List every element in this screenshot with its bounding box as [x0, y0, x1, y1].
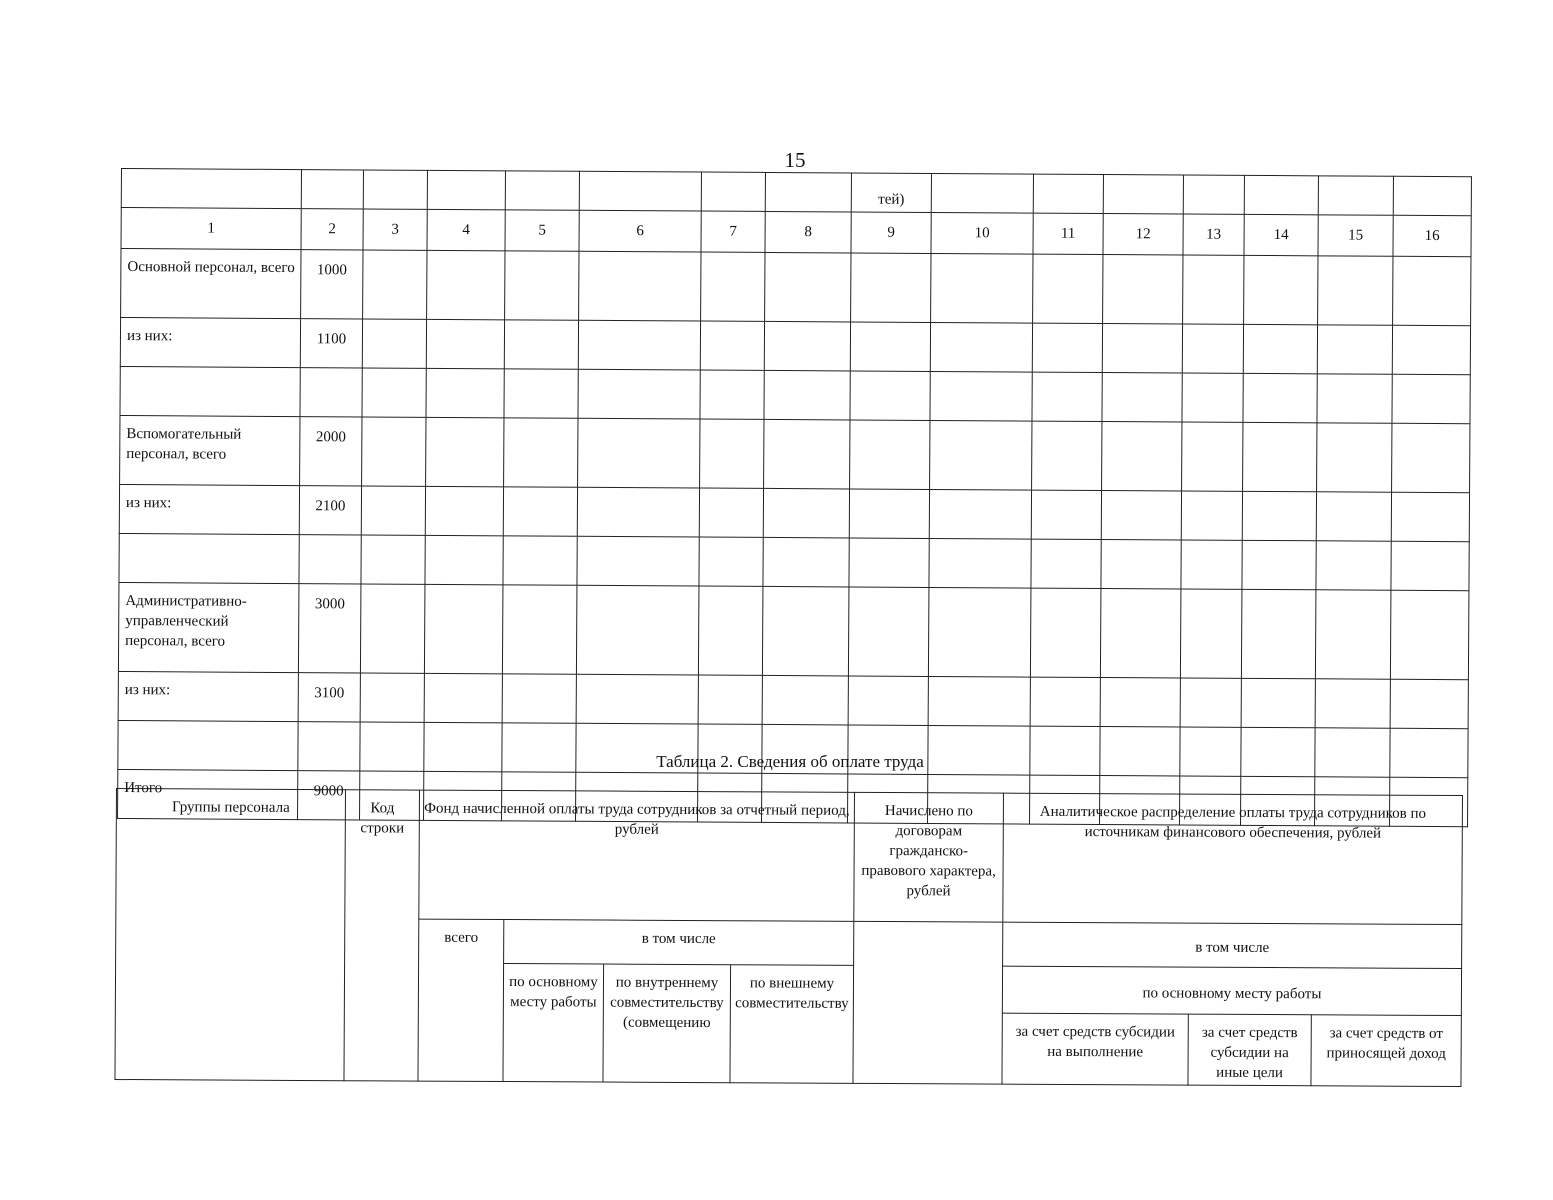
empty-cell: [850, 371, 930, 420]
row-label: из них:: [118, 671, 298, 721]
empty-cell: [504, 320, 578, 369]
empty-cell: [1182, 422, 1243, 491]
empty-cell: [425, 486, 503, 535]
row-code: 2000: [300, 417, 362, 486]
empty-cell: [1316, 541, 1391, 590]
empty-cell: [1392, 325, 1470, 374]
header-cell: [1033, 174, 1103, 213]
empty-cell: [849, 489, 929, 538]
row-label: Основной персонал, всего: [121, 249, 301, 319]
empty-cell: [362, 417, 426, 486]
empty-cell: [1180, 727, 1241, 776]
column-number: 10: [931, 212, 1033, 254]
empty-cell: [850, 420, 930, 489]
table-row: [120, 318, 1470, 375]
page-number: 15: [784, 148, 806, 172]
row-code: [298, 722, 360, 771]
column-number: 2: [301, 209, 363, 250]
header-cell: [301, 170, 363, 209]
empty-cell: [1392, 423, 1470, 492]
empty-cell: [360, 722, 424, 771]
empty-cell: [698, 675, 762, 724]
header-cell: [1103, 175, 1183, 214]
table-payroll-info: [114, 788, 1463, 1087]
header-analytical: Аналитическое распределение оплаты труда сотрудников по источникам финансового обеспечения, рублей: [1003, 793, 1463, 924]
empty-cell: [700, 321, 764, 370]
empty-cell: [928, 676, 1030, 726]
empty-cell: [698, 586, 763, 675]
empty-cell: [578, 418, 700, 488]
empty-cell: [849, 538, 929, 587]
empty-cell: [1315, 679, 1390, 728]
empty-cell: [1242, 491, 1316, 540]
empty-cell: [1182, 324, 1243, 373]
column-number: 7: [701, 211, 765, 252]
column-number: 8: [765, 211, 851, 253]
empty-cell: [576, 674, 698, 724]
empty-cell: [363, 250, 427, 319]
row-code: 1000: [301, 250, 363, 319]
table-row: [118, 582, 1469, 679]
header-including-analytical: в том числе: [1003, 922, 1462, 968]
header-cell: [931, 173, 1033, 213]
empty-cell: [1100, 677, 1180, 726]
empty-cell: [1390, 590, 1469, 679]
empty-cell: [425, 535, 503, 584]
empty-cell: [360, 584, 425, 673]
empty-cell: [1317, 325, 1392, 374]
empty-cell: [1183, 255, 1244, 324]
empty-cell: [1315, 728, 1390, 777]
column-number: 13: [1183, 214, 1244, 255]
column-number: 12: [1103, 214, 1183, 255]
empty-cell: [1317, 374, 1392, 423]
empty-cell: [763, 537, 849, 587]
header-cell: тей): [851, 173, 931, 212]
empty-cell: [362, 368, 426, 417]
empty-cell: [930, 420, 1032, 490]
empty-cell: [850, 322, 930, 371]
table-row: [118, 671, 1468, 728]
header-subsidy-other: за счет средств субсидии на иные цели: [1188, 1014, 1311, 1086]
row-label: Административно-управленческий персонал, всего: [118, 582, 299, 672]
empty-cell: [1100, 726, 1180, 775]
empty-cell: [502, 674, 576, 723]
header-cell: [1393, 176, 1471, 215]
empty-cell: [426, 417, 504, 486]
empty-cell: [424, 722, 502, 771]
row-label: Вспомогательный персонал, всего: [120, 415, 300, 485]
row-label: Итого: [118, 769, 298, 819]
empty-cell: [505, 251, 579, 320]
table-row: [120, 415, 1470, 492]
row-code: [299, 535, 361, 584]
empty-cell: [851, 253, 931, 322]
empty-cell: [1241, 727, 1315, 776]
empty-cell: [930, 371, 1032, 421]
empty-cell: [1392, 374, 1470, 423]
empty-cell: [1180, 589, 1242, 678]
empty-cell: [1244, 255, 1318, 324]
empty-cell: [424, 584, 503, 673]
empty-cell: [1031, 490, 1101, 539]
empty-cell: [848, 587, 929, 676]
empty-cell: [762, 586, 849, 676]
empty-cell: [577, 536, 699, 586]
header-groups: Группы персонала: [115, 789, 346, 1081]
empty-cell: [1316, 492, 1391, 541]
empty-cell: [1241, 589, 1316, 678]
header-cell: [701, 172, 765, 211]
empty-cell: [1391, 492, 1469, 541]
header-total: всего: [418, 919, 504, 1081]
empty-cell: [930, 322, 1032, 372]
header-main-job: по основному месту работы: [503, 963, 604, 1082]
empty-cell: [1030, 588, 1101, 677]
row-label: из них:: [119, 484, 299, 534]
empty-cell: [504, 418, 578, 487]
table-staff-continued: [117, 168, 1472, 827]
empty-cell: [577, 487, 699, 537]
empty-cell: [502, 585, 577, 674]
empty-cell: [1030, 726, 1100, 775]
row-code: 2100: [299, 486, 361, 535]
column-number: 11: [1033, 213, 1103, 254]
empty-cell: [699, 488, 763, 537]
header-cell: [1318, 176, 1393, 215]
empty-cell: [424, 673, 502, 722]
empty-cell: [929, 489, 1031, 539]
empty-cell: [1102, 421, 1182, 490]
empty-cell: [764, 321, 850, 371]
header-civil-blank: [853, 921, 1003, 1084]
row-code: 9000: [298, 771, 360, 820]
empty-cell: [762, 675, 848, 725]
empty-cell: [1241, 678, 1315, 727]
empty-cell: [360, 673, 424, 722]
empty-cell: [848, 676, 928, 725]
empty-cell: [1317, 423, 1392, 492]
header-including-fund: в том числе: [504, 920, 854, 965]
column-number: 6: [579, 210, 701, 252]
row-label: из них:: [120, 318, 300, 368]
header-civil-contracts: Начислено по договорам гражданско-правового характера, рублей: [854, 792, 1004, 922]
empty-cell: [764, 370, 850, 420]
header-internal: по внутреннему совместительству (совмещению: [603, 964, 731, 1083]
empty-cell: [1102, 323, 1182, 372]
empty-cell: [1180, 678, 1241, 727]
empty-cell: [701, 252, 765, 321]
table-row: [121, 249, 1471, 326]
empty-cell: [1243, 324, 1317, 373]
table-row: [120, 366, 1470, 423]
empty-cell: [1181, 491, 1242, 540]
header-cell: [505, 171, 579, 210]
column-number: 5: [505, 210, 579, 251]
empty-cell: [1101, 490, 1181, 539]
empty-cell: [426, 319, 504, 368]
empty-cell: [1243, 422, 1317, 491]
empty-cell: [1102, 372, 1182, 421]
empty-cell: [1101, 539, 1181, 588]
header-code: Код строки: [344, 790, 420, 1081]
empty-cell: [579, 251, 701, 321]
row-label: [120, 366, 300, 416]
empty-cell: [765, 252, 851, 322]
header-fund: Фонд начисленной оплаты труда сотрудников за отчетный период, рублей: [419, 790, 855, 921]
table1-body: [118, 249, 1471, 827]
column-number: 15: [1318, 215, 1393, 256]
empty-cell: [1181, 540, 1242, 589]
column-number: 16: [1393, 215, 1471, 256]
column-number: 4: [427, 209, 505, 250]
empty-cell: [1243, 373, 1317, 422]
column-number: 3: [363, 209, 427, 250]
row-code: 3100: [298, 673, 360, 722]
header-cell: [765, 172, 851, 212]
empty-cell: [929, 538, 1031, 588]
header-cell: [427, 170, 505, 209]
empty-cell: [1391, 541, 1469, 590]
empty-cell: [361, 486, 425, 535]
empty-cell: [763, 488, 849, 538]
empty-cell: [427, 250, 505, 319]
table2-caption: Таблица 2. Сведения об оплате труда: [656, 752, 924, 771]
row-code: 3000: [298, 584, 361, 673]
empty-cell: [503, 487, 577, 536]
empty-cell: [1103, 255, 1183, 324]
header-cell: [579, 171, 701, 211]
column-number: 14: [1244, 214, 1318, 255]
empty-cell: [426, 368, 504, 417]
header-subsidy-task: за счет средств субсидии на выполнение: [1002, 1013, 1188, 1085]
empty-cell: [1182, 373, 1243, 422]
row-label: [118, 720, 298, 770]
empty-cell: [578, 369, 700, 419]
empty-cell: [1242, 540, 1316, 589]
header-cell: [1244, 175, 1318, 214]
empty-cell: [1390, 679, 1468, 728]
row-code: [300, 368, 362, 417]
empty-cell: [1032, 323, 1102, 372]
header-external: по внешнему совместительству: [730, 964, 854, 1083]
header-cell: [363, 170, 427, 209]
column-number: 9: [851, 212, 931, 253]
row-code: 1100: [300, 319, 362, 368]
empty-cell: [1393, 256, 1471, 325]
column-number: 1: [121, 208, 301, 250]
empty-cell: [1032, 421, 1102, 490]
header-income: за счет средств от приносящей доход: [1311, 1015, 1461, 1087]
header-cell: [1183, 175, 1244, 214]
empty-cell: [1031, 539, 1101, 588]
header-main-job-analytical: по основному месту работы: [1002, 966, 1461, 1016]
empty-cell: [700, 370, 764, 419]
empty-cell: [1032, 372, 1102, 421]
empty-cell: [764, 419, 850, 489]
table-row: [119, 533, 1469, 590]
empty-cell: [504, 369, 578, 418]
empty-cell: [362, 319, 426, 368]
row-label: [119, 533, 299, 583]
empty-cell: [503, 536, 577, 585]
empty-cell: [928, 587, 1031, 677]
empty-cell: [1030, 677, 1100, 726]
table-row: [119, 484, 1469, 541]
empty-cell: [699, 537, 763, 586]
empty-cell: [578, 320, 700, 370]
empty-cell: [1390, 728, 1468, 777]
empty-cell: [700, 419, 764, 488]
header-cell: [121, 169, 301, 209]
empty-cell: [361, 535, 425, 584]
empty-cell: [931, 253, 1033, 323]
empty-cell: [1315, 590, 1391, 679]
empty-cell: [1318, 256, 1393, 325]
empty-cell: [1100, 588, 1181, 677]
empty-cell: [1033, 254, 1103, 323]
empty-cell: [576, 585, 699, 675]
